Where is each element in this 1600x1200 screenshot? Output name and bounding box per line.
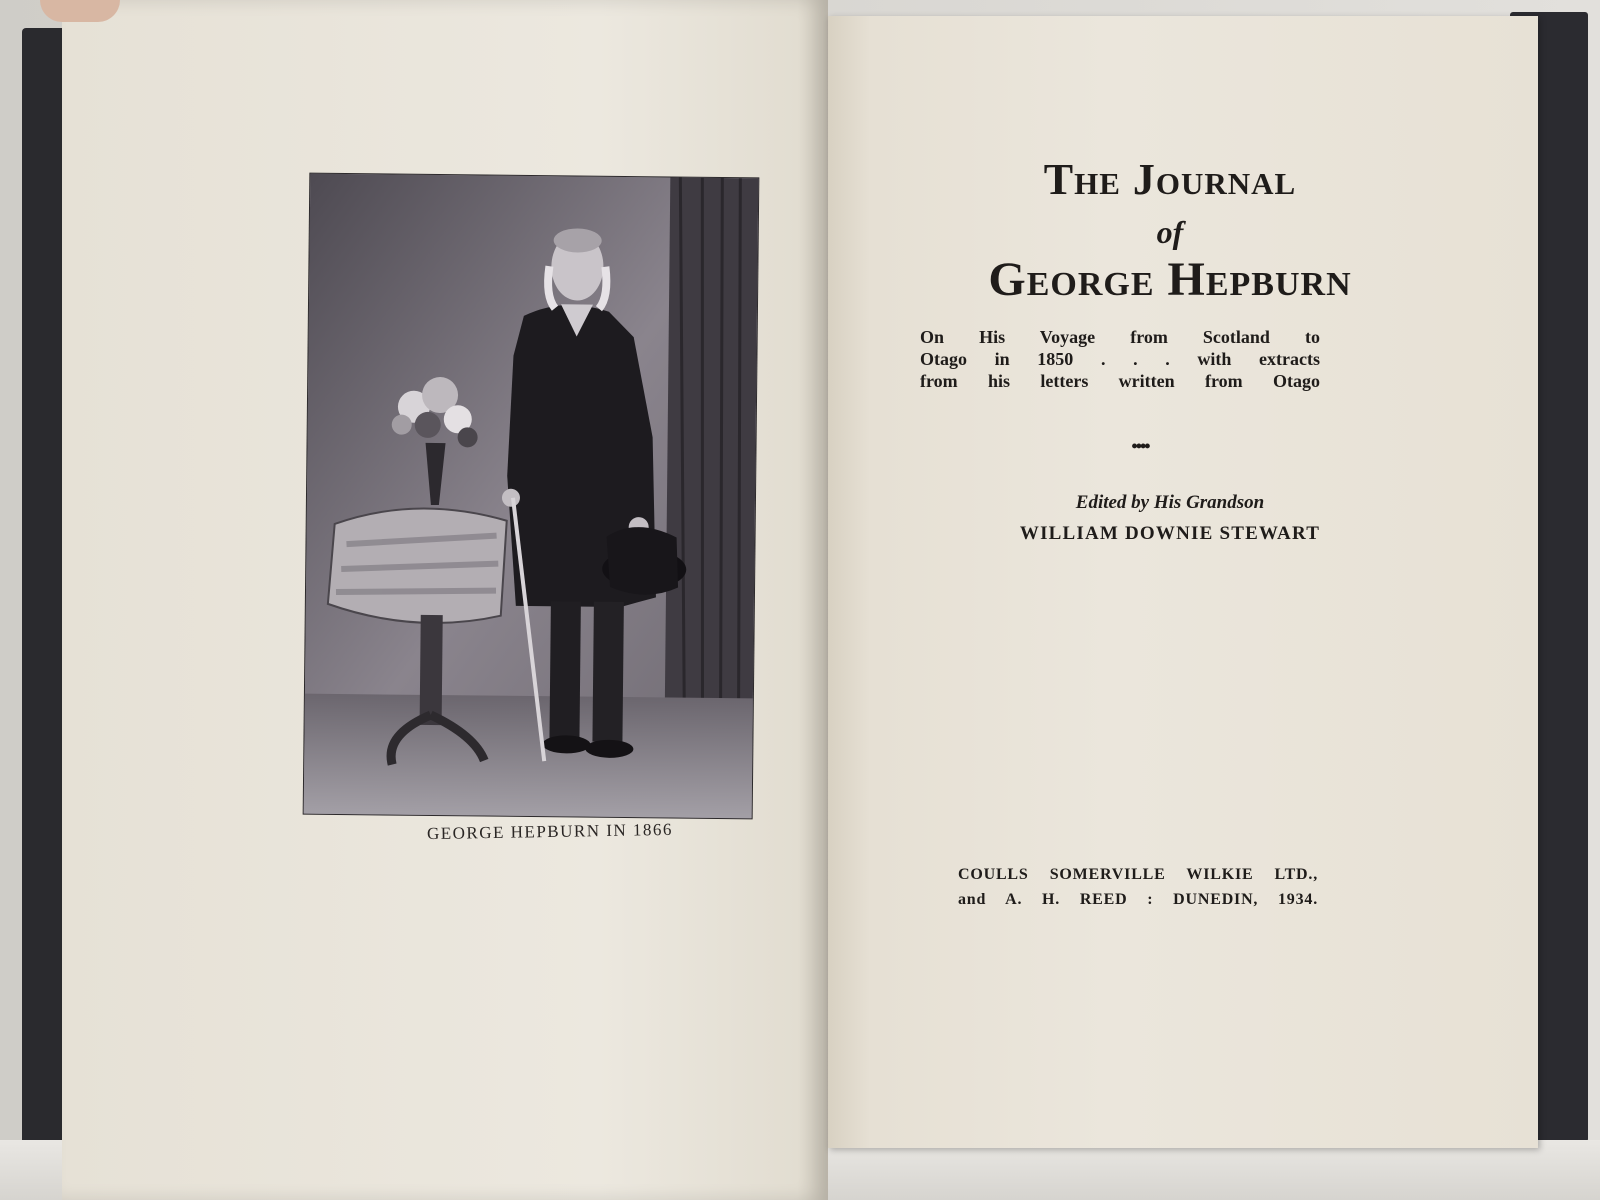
subtitle (920, 326, 1320, 392)
portrait-photograph (304, 174, 759, 819)
edited-by: Edited by His Grandson (1075, 492, 1265, 513)
subtitle-line: from his letters written from Otago (920, 371, 1320, 391)
ornament: •••• (1131, 436, 1149, 456)
finger (40, 0, 120, 22)
publisher-line: COULLS SOMERVILLE WILKIE LTD., (958, 866, 1318, 883)
title-line-1: The Journal (1043, 155, 1297, 204)
subtitle-line: On His Voyage from Scotland to (920, 327, 1320, 347)
photo-caption: GEORGE HEPBURN IN 1866 (426, 819, 674, 844)
title-of: of (1156, 214, 1184, 250)
title-line-2: George Hepburn (988, 253, 1352, 306)
publisher-imprint (958, 862, 1318, 912)
editor-name: WILLIAM DOWNIE STEWART (1019, 523, 1321, 544)
publisher-line: and A. H. REED : DUNEDIN, 1934. (958, 891, 1318, 908)
subtitle-line: Otago in 1850 . . . with extracts (920, 349, 1320, 369)
